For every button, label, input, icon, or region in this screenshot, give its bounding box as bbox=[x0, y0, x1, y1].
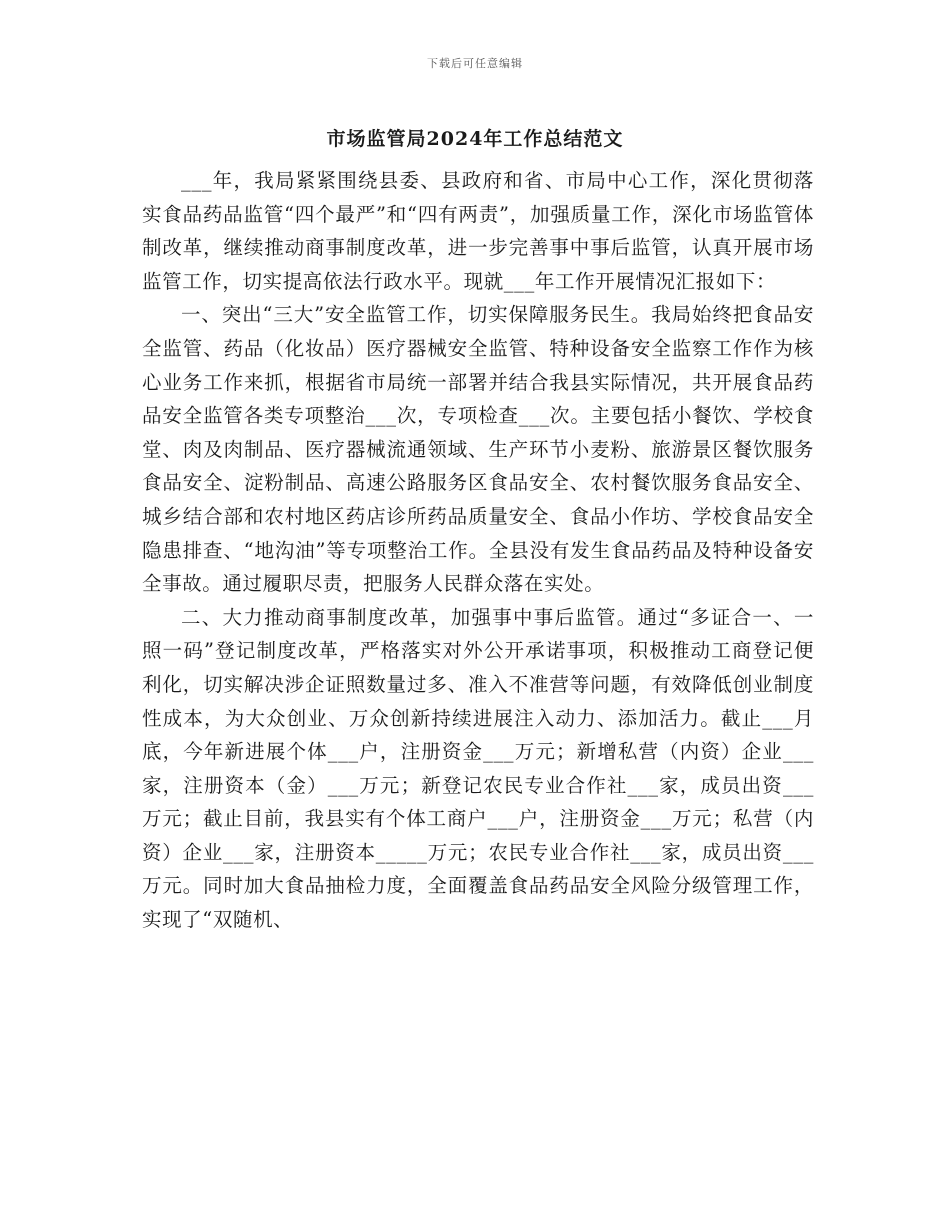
paragraph-section-2: 二、大力推动商事制度改革，加强事中事后监管。通过“多证合一、一照一码”登记制度改革，严格落实对外公开承诺事项，积极推动工商登记便利化，切实解决涉企证照数量过多、准入不准营等问题，有效降低创业制度性成本，为大众创业、万众创新持续进展注入动力、添加活力。截止___月底，今年新进展个体___户，注册资金___万元；新增私营（内资）企业___家，注册资本（金）___万元；新登记农民专业合作社___家，成员出资___万元；截止目前，我县实有个体工商户___户，注册资金___万元；私营（内资）企业___家，注册资本_____万元；农民专业合作社___家，成员出资___万元。同时加大食品抽检力度，全面覆盖食品药品安全风险分级管理工作，实现了“双随机、 bbox=[142, 605, 814, 932]
header-note: 下载后可任意编辑 bbox=[427, 57, 523, 70]
document-body bbox=[142, 164, 814, 937]
paragraph-section-1: 一、突出“三大”安全监管工作，切实保障服务民生。我局始终把食品安全监管、药品（化妆品）医疗器械安全监管、特种设备安全监察工作作为核心业务工作来抓，根据省市局统一部署并结合我县实际情况，共开展食品药品安全监管各类专项整治___次，专项检查___次。主要包括小餐饮、学校食堂、肉及肉制品、医疗器械流通领域、生产环节小麦粉、旅游景区餐饮服务食品安全、淀粉制品、高速公路服务区食品安全、农村餐饮服务食品安全、城乡结合部和农村地区药店诊所药品质量安全、食品小作坊、学校食品安全隐患排查、“地沟油”等专项整治工作。全县没有发生食品药品及特种设备安全事故。通过履职尽责，把服务人民群众落在实处。 bbox=[142, 303, 814, 596]
paragraph-intro: ___年，我局紧紧围绕县委、县政府和省、市局中心工作，深化贯彻落实食品药品监管“四个最严”和“四有两责”，加强质量工作，深化市场监管体制改革，继续推动商事制度改革，进一步完善事中事后监管，认真开展市场监管工作，切实提高依法行政水平。现就___年工作开展情况汇报如下： bbox=[142, 169, 814, 293]
document-title: 市场监管局2024年工作总结范文 bbox=[326, 128, 624, 150]
